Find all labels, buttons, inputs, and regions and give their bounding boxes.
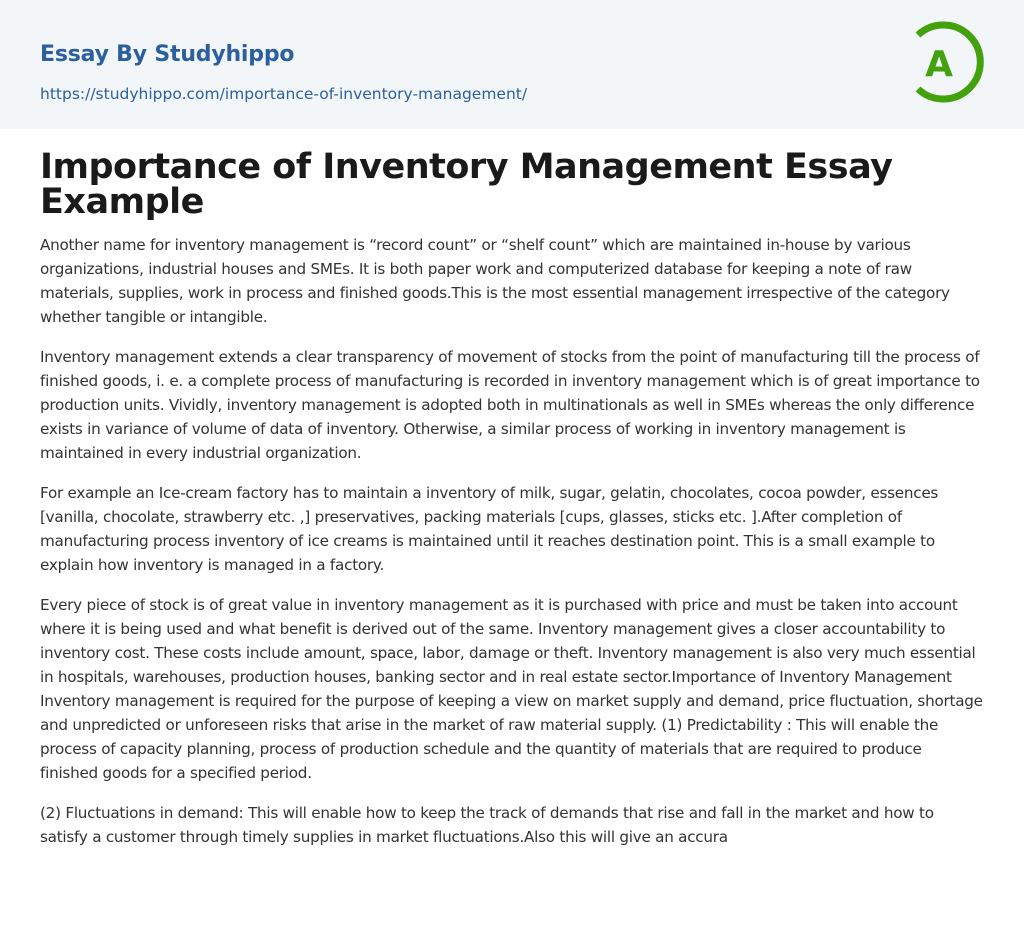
site-brand: Essay By Studyhippo	[40, 42, 295, 67]
essay-paragraph: Every piece of stock is of great value in inventory management as it is purchased with price and must be taken into account where it is being used and what benefit is derived out of the same. Inventory management gives a closer accountability to inventory cost. These costs include amount, space, labor, damage or theft. Inventory management is also very much essential in hospitals, warehouses, production houses, banking sector and in real estate sector.Importance of Inventory Management Inventory management is required for the purpose of keeping a view on market supply and demand, price fluctuation, shortage and unpredicted or unforeseen risks that arise in the market of raw material supply. (1) Predictability : This will enable the process of capacity planning, process of production schedule and the quantity of materials that are required to produce finished goods for a specified period.	[40, 596, 983, 782]
article-title: Importance of Inventory Management Essay Example	[40, 147, 893, 222]
essay-paragraph: (2) Fluctuations in demand: This will enable how to keep the track of demands that rise and fall in the market and how to satisfy a customer through timely supplies in market fluctuations.Also this will give an accura	[40, 804, 934, 846]
essay-paragraph: Another name for inventory management is “record count” or “shelf count” which are maintained in-house by various organizations, industrial houses and SMEs. It is both paper work and computerized database for keeping a note of raw materials, supplies, work in process and finished goods.This is the most essential management irrespective of the category whether tangible or intangible.	[40, 236, 950, 326]
svg-text:A: A	[925, 44, 953, 85]
essay-paragraph: Inventory management extends a clear transparency of movement of stocks from the point of manufacturing till the process of finished goods, i. e. a complete process of manufacturing is recorded in inventory management which is of great importance to production units. Vividly, inventory management is adopted both in multinationals as well in SMEs whereas the only difference exists in variance of volume of data of inventory. Otherwise, a similar process of working in inventory management is maintained in every industrial organization.	[40, 348, 980, 462]
essay-body	[40, 225, 984, 849]
logo-icon[interactable]	[910, 18, 988, 106]
site-header	[0, 0, 1024, 129]
article-content	[0, 129, 1024, 849]
essay-paragraph: For example an Ice-cream factory has to maintain a inventory of milk, sugar, gelatin, chocolates, cocoa powder, essences [vanilla, chocolate, strawberry etc. ,] preservatives, packing materials [cups, glasses, sticks etc. ].After completion of manufacturing process inventory of ice creams is maintained until it reaches destination point. This is a small example to explain how inventory is managed in a factory.	[40, 484, 939, 574]
page-url-link[interactable]: https://studyhippo.com/importance-of-inventory-management/	[40, 85, 528, 103]
